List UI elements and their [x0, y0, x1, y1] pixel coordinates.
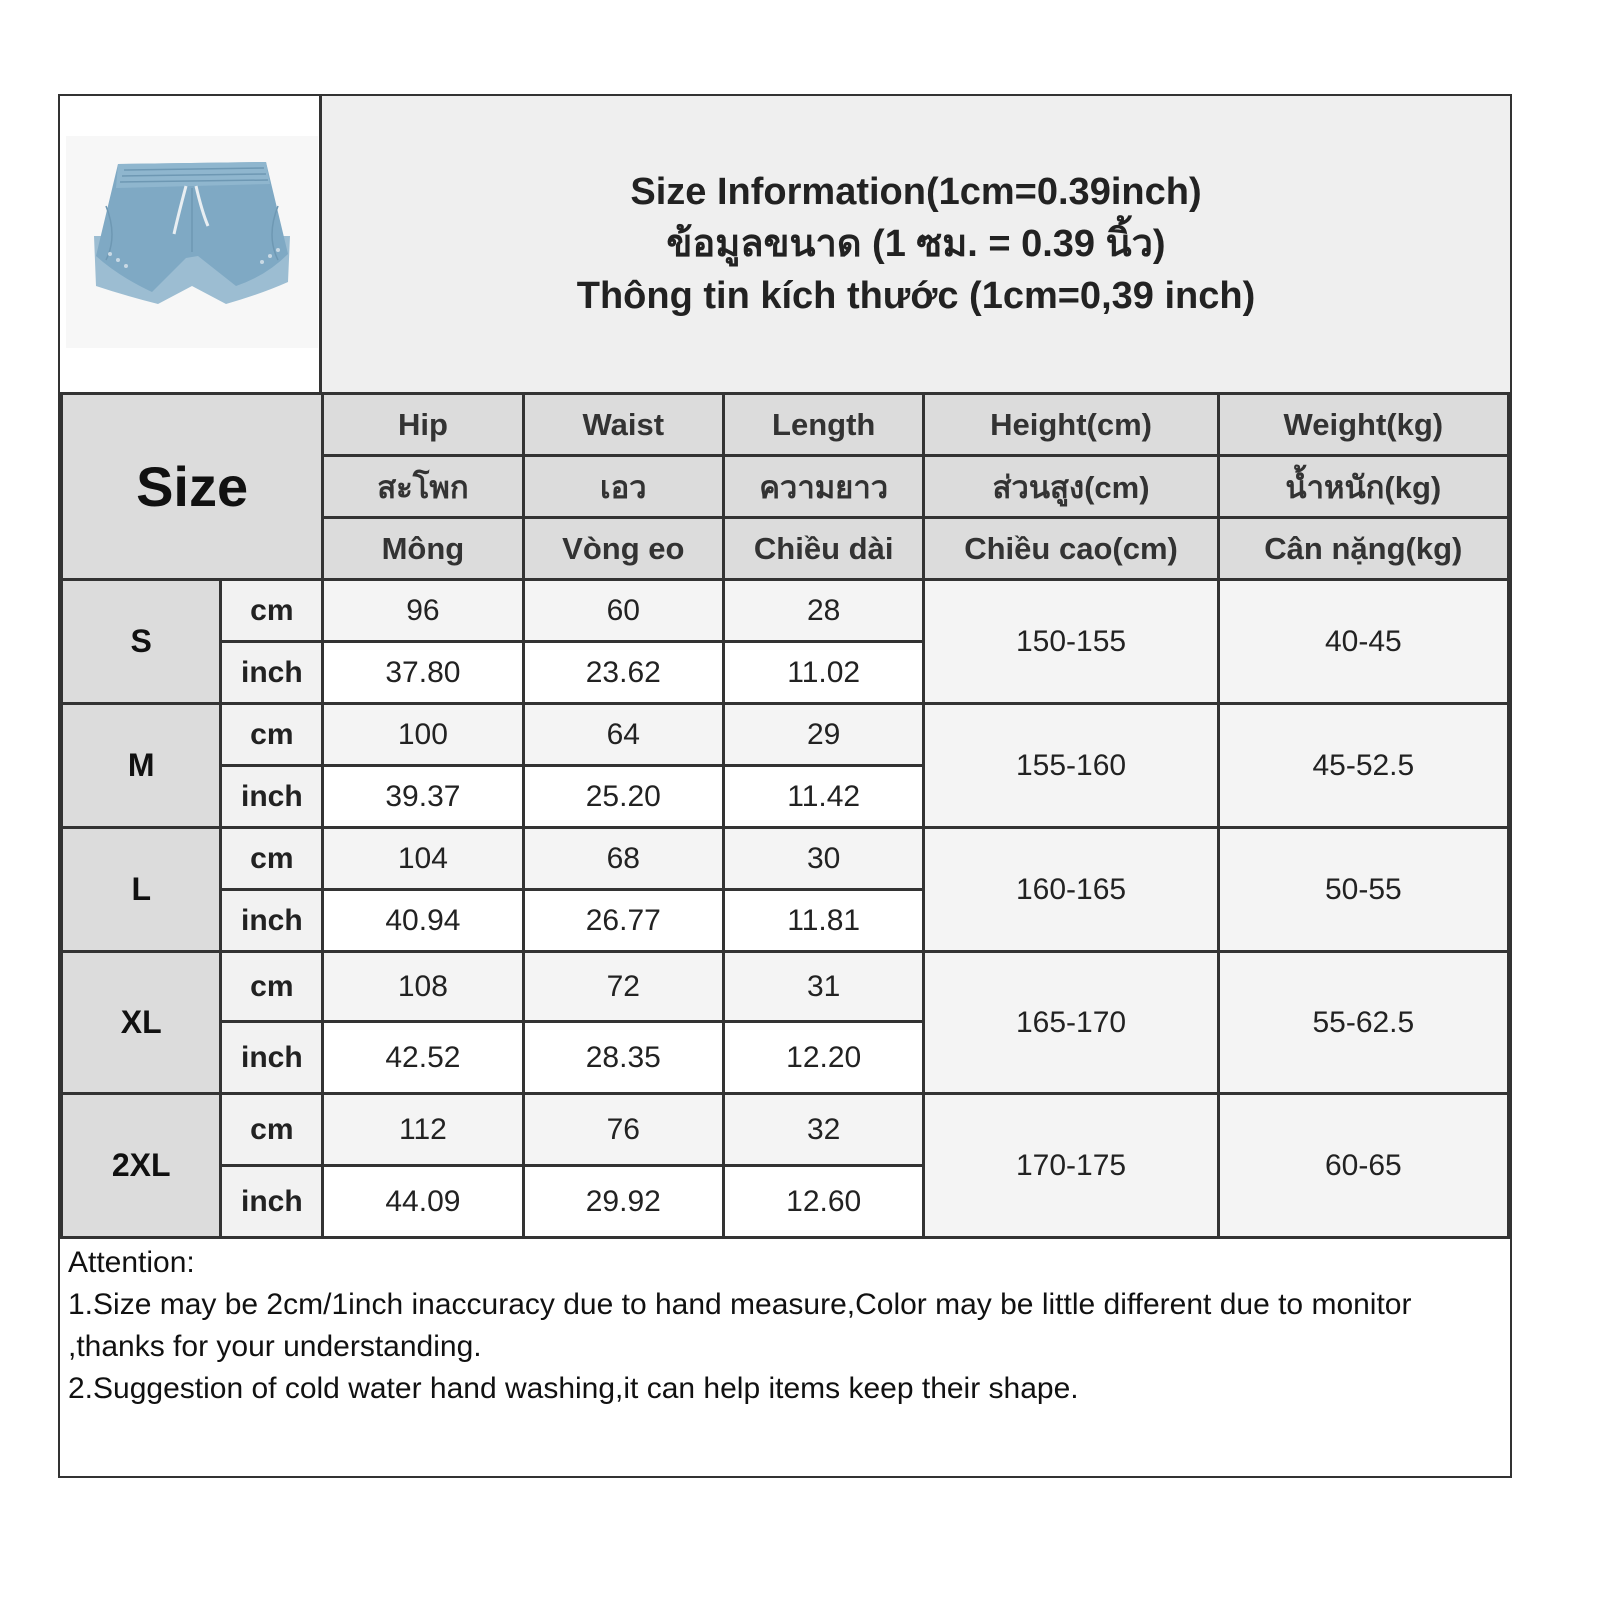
size-chart: [58, 94, 1512, 1478]
col-header-height-vi: Chiều cao(cm): [924, 518, 1218, 580]
waist-inch: 23.62: [523, 642, 723, 704]
table-row: [62, 952, 1509, 1022]
product-photo: [66, 136, 318, 348]
unit-label: inch: [221, 1166, 323, 1238]
unit-label: cm: [221, 580, 323, 642]
waist-inch: 26.77: [523, 890, 723, 952]
col-header-waist-vi: Vòng eo: [523, 518, 723, 580]
col-header-waist-th: เอว: [523, 456, 723, 518]
table-row: [62, 580, 1509, 642]
length-cm: 31: [723, 952, 923, 1022]
table-row: [62, 704, 1509, 766]
length-inch: 11.81: [723, 890, 923, 952]
chart-header: [60, 96, 1510, 395]
unit-label: inch: [221, 1022, 323, 1094]
hip-inch: 40.94: [323, 890, 523, 952]
length-cm: 28: [723, 580, 923, 642]
title-block: [322, 96, 1510, 392]
col-header-hip-th: สะโพก: [323, 456, 523, 518]
col-header-hip-en: Hip: [323, 394, 523, 456]
size-label: 2XL: [62, 1094, 221, 1238]
length-inch: 12.60: [723, 1166, 923, 1238]
waist-inch: 29.92: [523, 1166, 723, 1238]
height-range: 170-175: [924, 1094, 1218, 1238]
hip-cm: 100: [323, 704, 523, 766]
hip-inch: 37.80: [323, 642, 523, 704]
hip-inch: 42.52: [323, 1022, 523, 1094]
title-vietnamese: Thông tin kích thước (1cm=0,39 inch): [576, 275, 1256, 317]
attention-line-2: 2.Suggestion of cold water hand washing,it can help items keep their shape.: [68, 1372, 1079, 1405]
table-row: [62, 828, 1509, 890]
unit-label: inch: [221, 642, 323, 704]
col-header-height-en: Height(cm): [924, 394, 1218, 456]
height-range: 155-160: [924, 704, 1218, 828]
unit-label: cm: [221, 952, 323, 1022]
weight-range: 45-52.5: [1218, 704, 1508, 828]
waist-cm: 60: [523, 580, 723, 642]
hip-cm: 96: [323, 580, 523, 642]
attention-line-1: 1.Size may be 2cm/1inch inaccuracy due to hand measure,Color may be little different due to monitor ,thanks for your understanding.: [68, 1288, 1412, 1363]
col-header-weight-en: Weight(kg): [1218, 394, 1508, 456]
waist-inch: 28.35: [523, 1022, 723, 1094]
length-cm: 30: [723, 828, 923, 890]
col-header-length-th: ความยาว: [723, 456, 923, 518]
unit-label: inch: [221, 766, 323, 828]
length-cm: 32: [723, 1094, 923, 1166]
height-range: 150-155: [924, 580, 1218, 704]
waist-cm: 76: [523, 1094, 723, 1166]
height-range: 165-170: [924, 952, 1218, 1094]
col-header-weight-vi: Cân nặng(kg): [1218, 518, 1508, 580]
product-photo-cell: [60, 96, 322, 392]
col-header-hip-vi: Mông: [323, 518, 523, 580]
col-header-height-th: ส่วนสูง(cm): [924, 456, 1218, 518]
col-header-weight-th: น้ำหนัก(kg): [1218, 456, 1508, 518]
col-header-length-en: Length: [723, 394, 923, 456]
shorts-image: [66, 136, 318, 348]
weight-range: 40-45: [1218, 580, 1508, 704]
table-row: [62, 1094, 1509, 1166]
length-inch: 11.42: [723, 766, 923, 828]
attention-heading: Attention:: [68, 1246, 195, 1279]
hip-cm: 104: [323, 828, 523, 890]
hip-inch: 39.37: [323, 766, 523, 828]
waist-cm: 68: [523, 828, 723, 890]
weight-range: 55-62.5: [1218, 952, 1508, 1094]
weight-range: 50-55: [1218, 828, 1508, 952]
size-label: S: [62, 580, 221, 704]
length-inch: 12.20: [723, 1022, 923, 1094]
size-label: M: [62, 704, 221, 828]
length-inch: 11.02: [723, 642, 923, 704]
attention-note: [60, 1238, 1510, 1476]
col-header-length-vi: Chiều dài: [723, 518, 923, 580]
unit-label: inch: [221, 890, 323, 952]
length-cm: 29: [723, 704, 923, 766]
hip-cm: 112: [323, 1094, 523, 1166]
weight-range: 60-65: [1218, 1094, 1508, 1238]
hip-cm: 108: [323, 952, 523, 1022]
title-thai: ข้อมูลขนาด (1 ซม. = 0.39 นิ้ว): [666, 223, 1166, 265]
unit-label: cm: [221, 1094, 323, 1166]
unit-label: cm: [221, 704, 323, 766]
waist-cm: 72: [523, 952, 723, 1022]
hip-inch: 44.09: [323, 1166, 523, 1238]
size-label: XL: [62, 952, 221, 1094]
waist-inch: 25.20: [523, 766, 723, 828]
height-range: 160-165: [924, 828, 1218, 952]
waist-cm: 64: [523, 704, 723, 766]
title-english: Size Information(1cm=0.39inch): [630, 171, 1202, 213]
size-label: L: [62, 828, 221, 952]
col-header-waist-en: Waist: [523, 394, 723, 456]
size-table: [60, 392, 1510, 1239]
unit-label: cm: [221, 828, 323, 890]
size-header: Size: [62, 394, 323, 580]
